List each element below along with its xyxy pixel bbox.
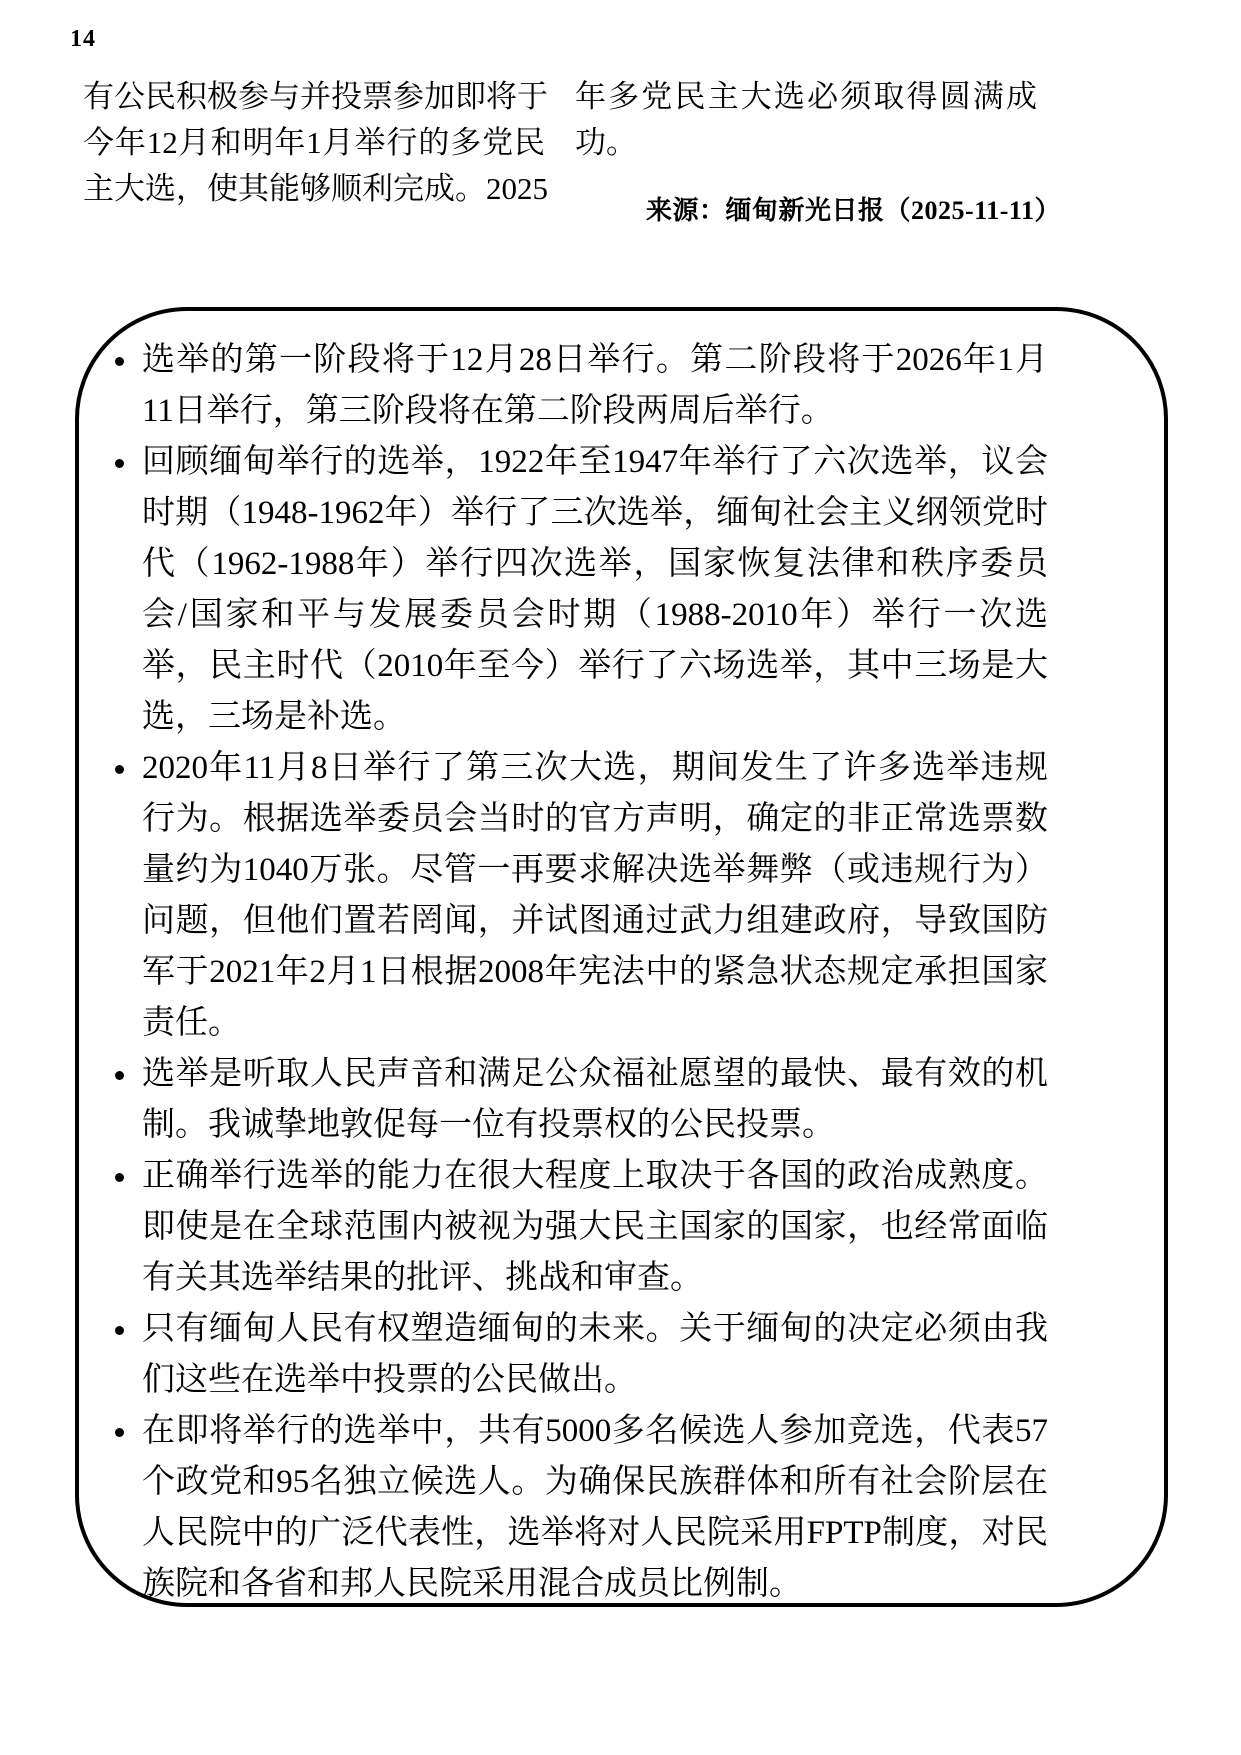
bullet-text: 选举是听取人民声音和满足公众福祉愿望的最快、最有效的机制。我诚挚地敦促每一位有投票权的公民投票。 [142,1056,1048,1143]
bullet-dot-icon [115,357,124,366]
list-item [113,1049,1048,1151]
bullet-text: 在即将举行的选举中，共有5000多名候选人参加竞选，代表57个政党和95名独立候选人。为确保民族群体和所有社会阶层在人民院中的广泛代表性，选举将对人民院采用FPTP制度，对民族院和各省和邦人民院采用混合成员比例制。 [142,1413,1048,1602]
bullet-dot-icon [115,1173,124,1182]
bullet-dot-icon [115,1428,124,1437]
bullet-dot-icon [115,765,124,774]
text-line: 年多党民主大选必须取得圆满成 [575,79,1037,114]
list-item [113,1406,1048,1610]
bullet-text: 2020年11月8日举行了第三次大选，期间发生了许多选举违规行为。根据选举委员会当时的官方声明，确定的非正常选票数量约为1040万张。尽管一再要求解决选举舞弊（或违规行为）问题，但他们置若罔闻，并试图通过武力组建政府，导致国防军于2021年2月1日根据2008年宪法中的紧急状态规定承担国家责任。 [142,750,1048,1041]
bullet-list [79,311,1164,1610]
article-body [83,74,1061,227]
list-item [113,1151,1048,1304]
article-column-left [83,74,548,227]
text-line: 有公民积极参与并投票参加即将于 [83,79,548,114]
bullet-text: 回顾缅甸举行的选举，1922年至1947年举行了六次选举，议会时期（1948-1962年）举行了三次选举，缅甸社会主义纲领党时代（1962-1988年）举行四次选举，国家恢复法律和秩序委员会/国家和平与发展委员会时期（1988-2010年）举行一次选举，民主时代（2010年至今）举行了六场选举，其中三场是大选，三场是补选。 [142,444,1048,735]
callout-box [75,307,1168,1607]
list-item [113,1304,1048,1406]
text-line: 功。 [575,125,637,160]
list-item [113,335,1048,437]
bullet-dot-icon [115,1071,124,1080]
article-column-right-lines [575,74,1037,166]
list-item [113,743,1048,1049]
text-line: 主大选，使其能够顺利完成。2025 [83,171,548,206]
bullet-text: 选举的第一阶段将于12月28日举行。第二阶段将于2026年1月11日举行，第三阶段将在第二阶段两周后举行。 [142,342,1048,429]
bullet-dot-icon [115,1326,124,1335]
bullet-dot-icon [115,459,124,468]
text-line: 今年12月和明年1月举行的多党民 [83,125,545,160]
source-attribution: 来源：缅甸新光日报（2025-11-11） [646,196,1061,225]
article-column-right [575,74,1061,227]
bullet-text: 只有缅甸人民有权塑造缅甸的未来。关于缅甸的决定必须由我们这些在选举中投票的公民做出。 [142,1311,1048,1398]
list-item [113,437,1048,743]
page-number: 14 [70,26,96,52]
bullet-text: 正确举行选举的能力在很大程度上取决于各国的政治成熟度。即使是在全球范围内被视为强大民主国家的国家，也经常面临有关其选举结果的批评、挑战和审查。 [142,1158,1048,1296]
